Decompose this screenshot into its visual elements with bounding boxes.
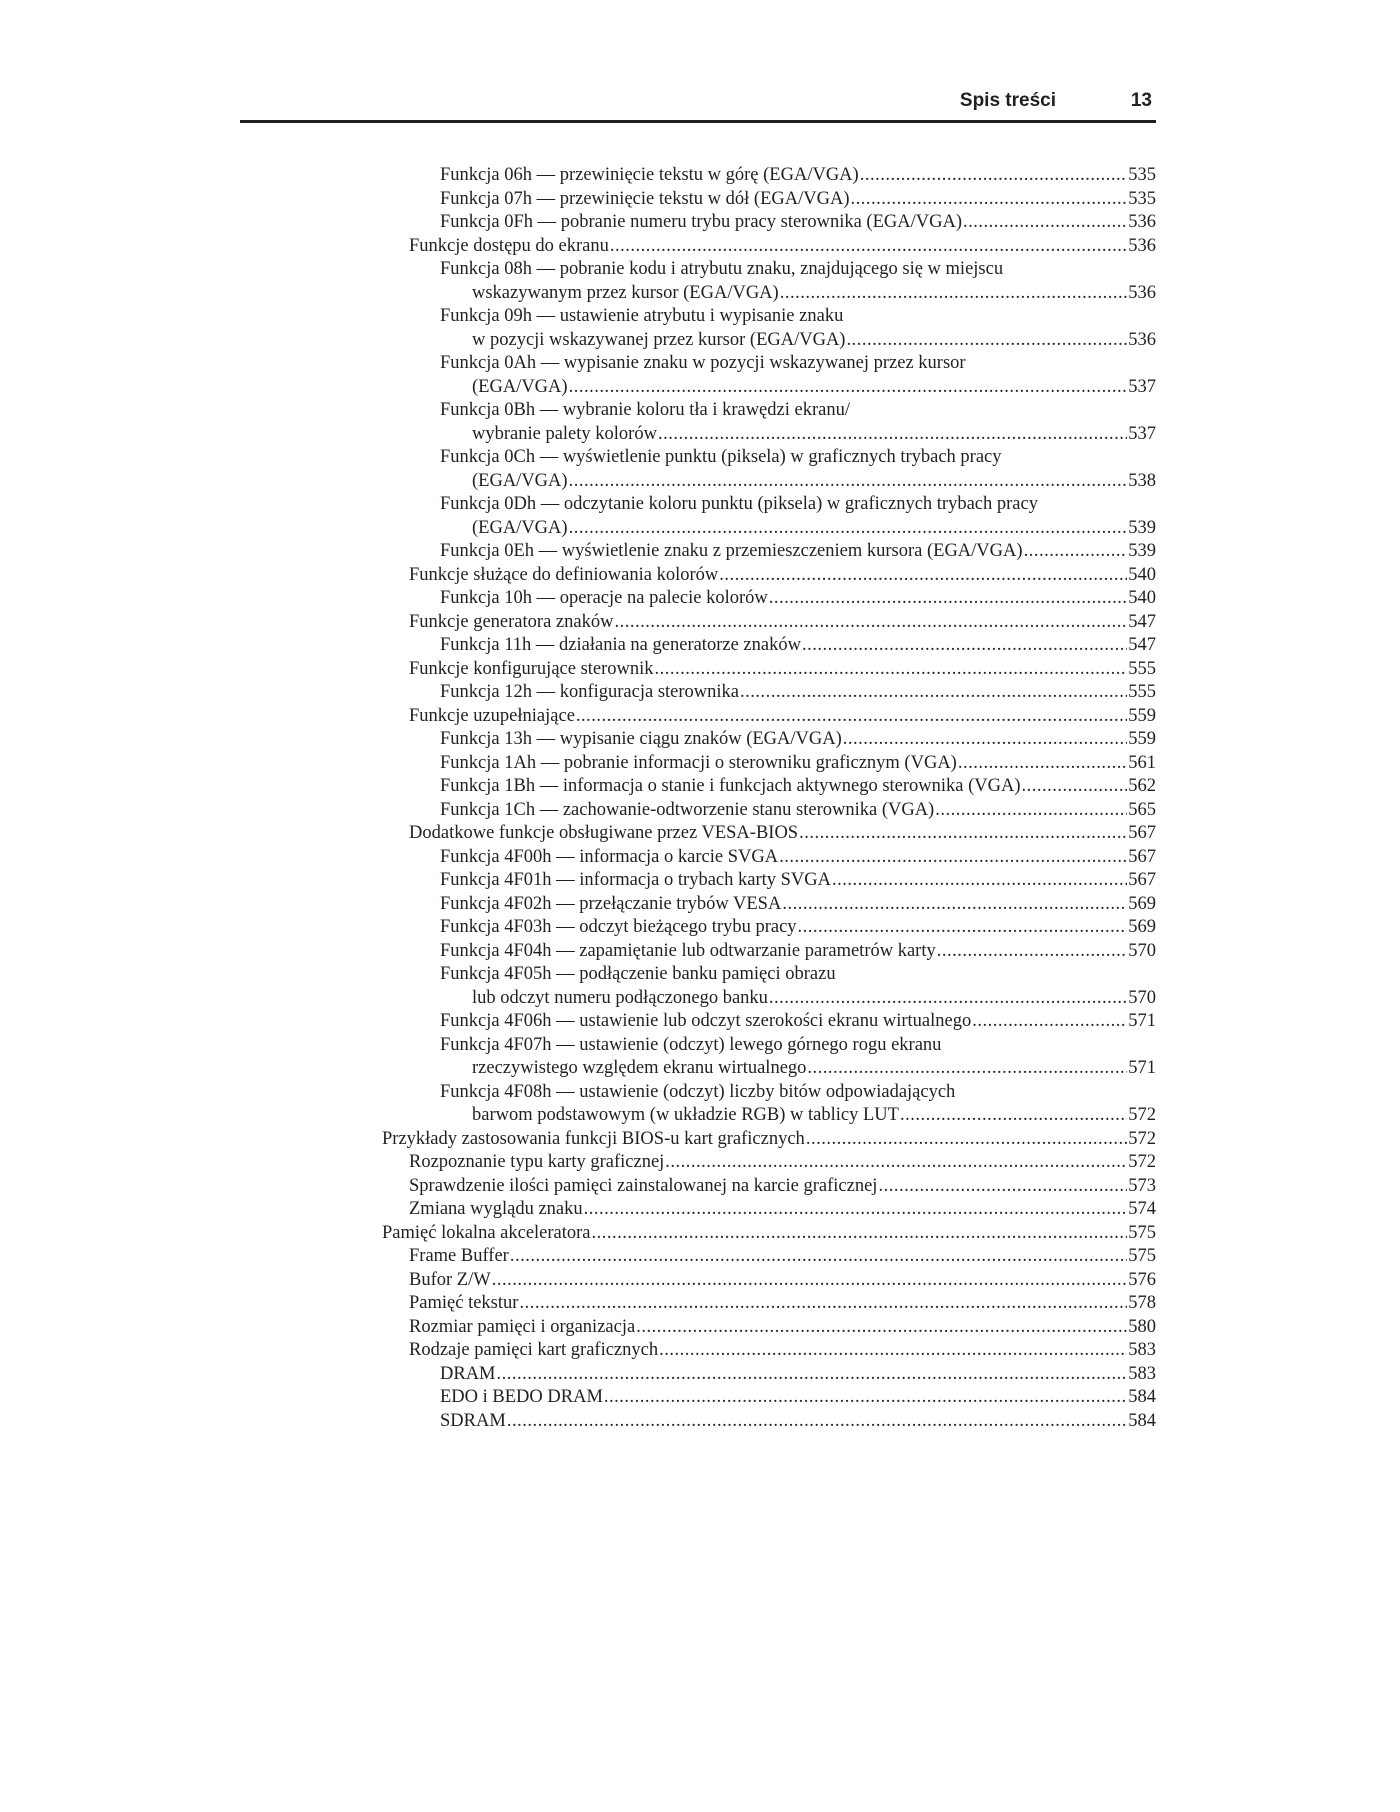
toc-dot-leader <box>658 423 1127 447</box>
toc-page-number: 572 <box>1128 1105 1156 1125</box>
toc-entry <box>382 1339 1156 1363</box>
toc-entry-text: Funkcja 12h — konfiguracja sterownika <box>440 682 740 702</box>
toc-entry <box>382 728 1156 752</box>
toc-entry <box>382 1081 1156 1128</box>
toc-entry-text: Funkcje generatora znaków <box>409 611 614 632</box>
toc-entry-text: Funkcja 13h — wypisanie ciągu znaków (EGA/VGA) <box>440 729 842 749</box>
toc-dot-leader <box>569 470 1128 494</box>
toc-page-number: 536 <box>1128 235 1156 256</box>
toc-page-number: 538 <box>1128 470 1156 491</box>
toc-entry <box>382 1245 1156 1269</box>
toc-entry <box>382 681 1156 705</box>
toc-entry-text: (EGA/VGA) <box>472 376 568 397</box>
toc-dot-leader <box>1022 775 1128 799</box>
toc-entry-text: Funkcja 4F05h — podłączenie banku pamięci obrazu <box>440 964 836 984</box>
toc-dot-leader <box>799 822 1127 846</box>
toc-page-number: 555 <box>1128 682 1156 702</box>
toc-entry <box>382 869 1156 893</box>
toc-entry-text: Sprawdzenie ilości pamięci zainstalowanej na karcie graficznej <box>409 1175 878 1196</box>
toc-entry <box>382 1175 1156 1199</box>
toc-entry <box>382 1363 1156 1387</box>
toc-entry-text: Funkcje dostępu do ekranu <box>409 235 609 256</box>
toc-entry <box>382 493 1156 540</box>
toc-entry <box>382 1222 1156 1246</box>
toc-entry-text: Funkcja 4F04h — zapamiętanie lub odtwarzanie parametrów karty <box>440 940 936 961</box>
toc-entry-text: EDO i BEDO DRAM <box>440 1387 603 1407</box>
toc-entry-text: Funkcja 4F00h — informacja o karcie SVGA <box>440 846 779 867</box>
toc-entry <box>382 846 1156 870</box>
toc-dot-leader <box>972 1010 1127 1034</box>
toc-page-number: 547 <box>1128 635 1156 655</box>
toc-entry-text: Dodatkowe funkcje obsługiwane przez VESA-BIOS <box>409 823 799 843</box>
toc-page-number: 536 <box>1128 282 1156 303</box>
toc-entry <box>382 822 1156 846</box>
toc-entry <box>382 1010 1156 1034</box>
toc-page-number: 575 <box>1128 1222 1156 1243</box>
toc-page-number: 584 <box>1128 1410 1156 1431</box>
toc-page-number: 569 <box>1128 893 1156 914</box>
toc-entry <box>382 399 1156 446</box>
toc-entry <box>382 305 1156 352</box>
toc-entry-text: Frame Buffer <box>409 1246 509 1266</box>
toc-dot-leader <box>510 1245 1127 1269</box>
toc-entry-text: barwom podstawowym (w układzie RGB) w tablicy LUT <box>472 1105 899 1125</box>
toc-entry <box>382 752 1156 776</box>
toc-entry <box>382 1292 1156 1316</box>
toc-entry-text: lub odczyt numeru podłączonego banku <box>472 987 768 1008</box>
toc-dot-leader <box>719 564 1127 588</box>
toc-entry-text: Funkcje konfigurujące sterownik <box>409 658 654 679</box>
toc-dot-leader <box>769 987 1127 1011</box>
toc-entry-text: Funkcja 08h — pobranie kodu i atrybutu znaku, znajdującego się w miejscu <box>440 259 1004 279</box>
toc-entry-text: Funkcja 0Bh — wybranie koloru tła i krawędzi ekranu/ <box>440 400 850 420</box>
toc-dot-leader <box>665 1151 1127 1175</box>
toc-entry <box>382 258 1156 305</box>
toc-dot-leader <box>963 211 1127 235</box>
toc-dot-leader <box>592 1222 1128 1246</box>
toc-entry-text: Funkcje uzupełniające <box>409 705 575 726</box>
toc-entry-text: wskazywanym przez kursor (EGA/VGA) <box>472 282 779 303</box>
toc-page-number: 540 <box>1128 588 1156 608</box>
toc-entry-text: Funkcja 0Ch — wyświetlenie punktu (piksela) w graficznych trybach pracy <box>440 447 1002 467</box>
toc-entry <box>382 634 1156 658</box>
toc-entry <box>382 164 1156 188</box>
toc-page-number: 535 <box>1128 165 1156 185</box>
toc-dot-leader <box>779 846 1127 870</box>
toc-page-number: 584 <box>1128 1387 1156 1407</box>
toc-entry-text: DRAM <box>440 1363 496 1384</box>
toc-entry-text: (EGA/VGA) <box>472 470 568 491</box>
toc-page-number: 562 <box>1128 776 1156 796</box>
toc-dot-leader <box>807 1057 1127 1081</box>
toc-dot-leader <box>832 869 1127 893</box>
toc-entry <box>382 916 1156 940</box>
toc-page-number: 570 <box>1128 987 1156 1008</box>
toc-dot-leader <box>636 1316 1127 1340</box>
toc-page-number: 573 <box>1128 1175 1156 1196</box>
toc-page-number: 539 <box>1128 541 1156 561</box>
toc-entry-text: Funkcja 09h — ustawienie atrybutu i wypisanie znaku <box>440 306 844 326</box>
toc-dot-leader <box>782 893 1127 917</box>
toc-page-number: 569 <box>1128 917 1156 937</box>
toc-entry-text: Funkcja 10h — operacje na palecie kolorów <box>440 588 768 608</box>
toc-dot-leader <box>569 376 1128 400</box>
table-of-contents <box>382 164 1156 1433</box>
toc-entry-text: Rozmiar pamięci i organizacja <box>409 1316 636 1337</box>
toc-page-number: 540 <box>1128 564 1156 585</box>
toc-entry-text: Funkcje służące do definiowania kolorów <box>409 564 719 585</box>
toc-dot-leader <box>850 188 1127 212</box>
toc-dot-leader <box>798 916 1128 940</box>
toc-entry-text: SDRAM <box>440 1410 506 1431</box>
toc-dot-leader <box>497 1363 1128 1387</box>
toc-entry <box>382 1386 1156 1410</box>
toc-entry-text: Funkcja 06h — przewinięcie tekstu w górę (EGA/VGA) <box>440 165 859 185</box>
toc-page-number: 571 <box>1128 1058 1156 1078</box>
toc-dot-leader <box>576 705 1127 729</box>
toc-entry <box>382 1410 1156 1434</box>
toc-entry-text: Funkcja 11h — działania na generatorze znaków <box>440 635 801 655</box>
toc-dot-leader <box>802 634 1127 658</box>
toc-dot-leader <box>860 164 1128 188</box>
toc-dot-leader <box>507 1410 1127 1434</box>
toc-entry-text: wybranie palety kolorów <box>472 423 657 444</box>
toc-dot-leader <box>655 658 1128 682</box>
toc-dot-leader <box>900 1104 1127 1128</box>
toc-page-number: 583 <box>1128 1340 1156 1360</box>
toc-entry <box>382 1198 1156 1222</box>
toc-entry <box>382 352 1156 399</box>
toc-entry-text: Funkcja 1Ch — zachowanie-odtworzenie stanu sterownika (VGA) <box>440 799 935 820</box>
toc-entry-text: w pozycji wskazywanej przez kursor (EGA/VGA) <box>472 329 846 350</box>
toc-entry-text: Funkcja 4F06h — ustawienie lub odczyt szerokości ekranu wirtualnego <box>440 1011 972 1031</box>
toc-dot-leader <box>935 799 1127 823</box>
toc-dot-leader <box>780 282 1128 306</box>
toc-dot-leader <box>569 517 1128 541</box>
header-page-number: 13 <box>1130 90 1152 111</box>
toc-entry-text: Funkcja 0Ah — wypisanie znaku w pozycji wskazywanej przez kursor <box>440 353 966 373</box>
toc-dot-leader <box>584 1198 1128 1222</box>
toc-entry-text: Pamięć lokalna akceleratora <box>382 1222 591 1243</box>
toc-page-number: 536 <box>1128 212 1156 232</box>
toc-dot-leader <box>958 752 1127 776</box>
toc-entry <box>382 1034 1156 1081</box>
toc-page-number: 575 <box>1128 1246 1156 1266</box>
toc-page-number: 561 <box>1128 752 1156 773</box>
toc-page-number: 539 <box>1128 517 1156 538</box>
toc-entry <box>382 235 1156 259</box>
toc-entry-text: Funkcja 4F07h — ustawienie (odczyt) lewego górnego rogu ekranu <box>440 1034 942 1055</box>
toc-entry <box>382 587 1156 611</box>
toc-entry-text: Funkcja 4F01h — informacja o trybach karty SVGA <box>440 870 831 890</box>
toc-entry <box>382 188 1156 212</box>
toc-entry-text: Rodzaje pamięci kart graficznych <box>409 1340 659 1360</box>
toc-dot-leader <box>1024 540 1128 564</box>
toc-entry-text: Funkcja 4F08h — ustawienie (odczyt) liczby bitów odpowiadających <box>440 1081 956 1102</box>
toc-page-number: 574 <box>1128 1199 1156 1219</box>
toc-entry-text: Bufor Z/W <box>409 1269 491 1290</box>
toc-page-number: 571 <box>1128 1011 1156 1031</box>
toc-dot-leader <box>519 1292 1127 1316</box>
toc-dot-leader <box>740 681 1127 705</box>
toc-page-number: 536 <box>1128 329 1156 350</box>
toc-entry-text: Funkcja 07h — przewinięcie tekstu w dół (EGA/VGA) <box>440 188 850 209</box>
toc-dot-leader <box>937 940 1128 964</box>
toc-page-number: 578 <box>1128 1293 1156 1313</box>
toc-entry-text: (EGA/VGA) <box>472 517 568 538</box>
toc-page-number: 572 <box>1128 1128 1156 1149</box>
toc-page-number: 559 <box>1128 729 1156 749</box>
toc-page-number: 565 <box>1128 799 1156 820</box>
toc-page-number: 567 <box>1128 870 1156 890</box>
toc-dot-leader <box>614 611 1127 635</box>
toc-dot-leader <box>604 1386 1127 1410</box>
toc-entry <box>382 940 1156 964</box>
toc-page-number: 570 <box>1128 940 1156 961</box>
toc-page-number: 567 <box>1128 823 1156 843</box>
toc-page-number: 583 <box>1128 1363 1156 1384</box>
toc-entry <box>382 775 1156 799</box>
toc-entry <box>382 1316 1156 1340</box>
toc-entry-text: rzeczywistego względem ekranu wirtualnego <box>472 1058 807 1078</box>
toc-dot-leader <box>769 587 1128 611</box>
toc-entry <box>382 446 1156 493</box>
toc-entry <box>382 540 1156 564</box>
toc-dot-leader <box>843 728 1127 752</box>
toc-entry-text: Funkcja 1Ah — pobranie informacji o sterowniku graficznym (VGA) <box>440 752 957 773</box>
toc-entry-text: Pamięć tekstur <box>409 1293 519 1313</box>
toc-entry-text: Zmiana wyglądu znaku <box>409 1199 583 1219</box>
header-title: Spis treści <box>959 90 1056 111</box>
toc-page-number: 567 <box>1128 846 1156 867</box>
running-header <box>240 90 1156 123</box>
toc-entry <box>382 799 1156 823</box>
toc-page-number: 572 <box>1128 1152 1156 1172</box>
toc-page-number: 555 <box>1128 658 1156 679</box>
toc-page-number: 580 <box>1128 1316 1156 1337</box>
toc-entry-text: Rozpoznanie typu karty graficznej <box>409 1152 665 1172</box>
toc-entry <box>382 893 1156 917</box>
toc-entry-text: Funkcja 4F03h — odczyt bieżącego trybu pracy <box>440 917 797 937</box>
toc-entry-text: Funkcja 4F02h — przełączanie trybów VESA <box>440 893 782 914</box>
toc-entry <box>382 658 1156 682</box>
toc-page-number: 535 <box>1128 188 1156 209</box>
toc-entry <box>382 1269 1156 1293</box>
toc-dot-leader <box>846 329 1127 353</box>
toc-entry <box>382 1151 1156 1175</box>
toc-dot-leader <box>806 1128 1127 1152</box>
toc-entry <box>382 611 1156 635</box>
toc-page-number: 547 <box>1128 611 1156 632</box>
toc-entry-text: Funkcja 1Bh — informacja o stanie i funkcjach aktywnego sterownika (VGA) <box>440 776 1021 796</box>
toc-page-number: 576 <box>1128 1269 1156 1290</box>
toc-page-number: 537 <box>1128 376 1156 397</box>
toc-entry <box>382 564 1156 588</box>
toc-entry-text: Przykłady zastosowania funkcji BIOS-u kart graficznych <box>382 1128 805 1149</box>
toc-dot-leader <box>659 1339 1127 1363</box>
toc-entry <box>382 211 1156 235</box>
toc-entry-text: Funkcja 0Eh — wyświetlenie znaku z przemieszczeniem kursora (EGA/VGA) <box>440 541 1023 561</box>
toc-entry <box>382 705 1156 729</box>
toc-entry-text: Funkcja 0Fh — pobranie numeru trybu pracy sterownika (EGA/VGA) <box>440 212 962 232</box>
toc-page-number: 537 <box>1128 423 1156 444</box>
toc-dot-leader <box>610 235 1127 259</box>
toc-dot-leader <box>492 1269 1128 1293</box>
toc-page-number: 559 <box>1128 705 1156 726</box>
toc-entry-text: Funkcja 0Dh — odczytanie koloru punktu (piksela) w graficznych trybach pracy <box>440 494 1038 514</box>
toc-entry <box>382 963 1156 1010</box>
toc-dot-leader <box>878 1175 1127 1199</box>
toc-entry <box>382 1128 1156 1152</box>
